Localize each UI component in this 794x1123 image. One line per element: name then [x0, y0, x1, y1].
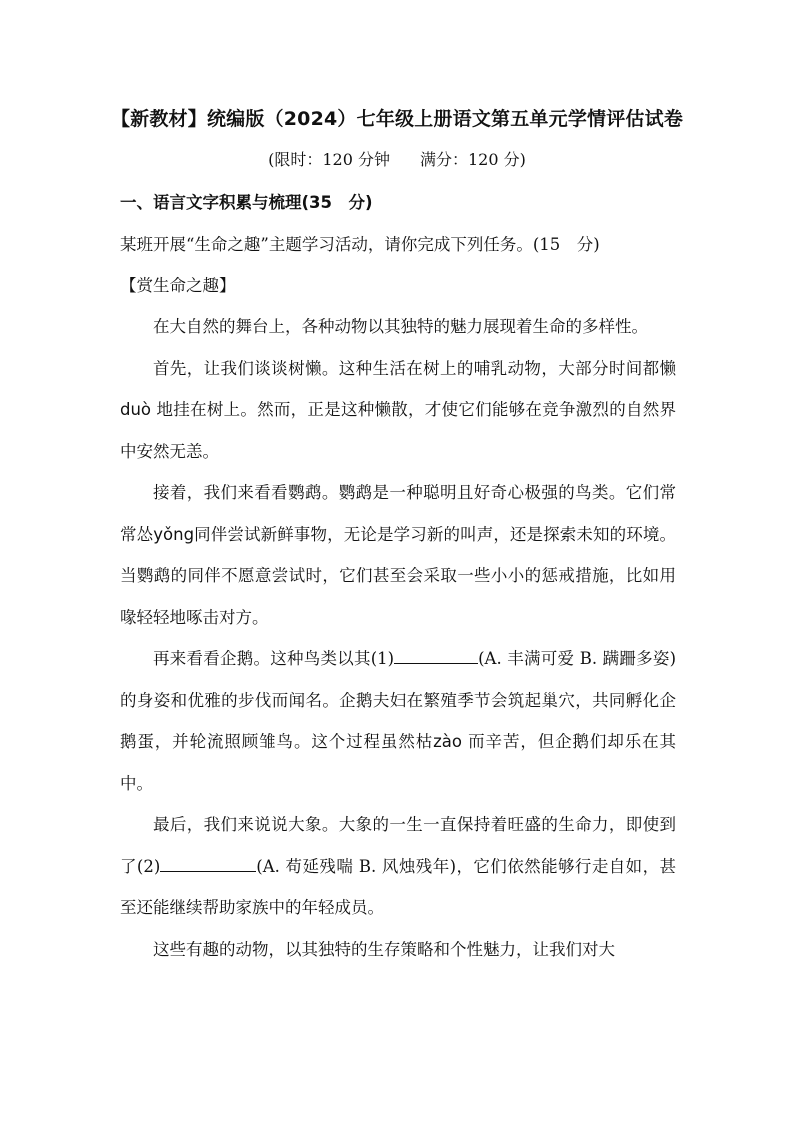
- paragraph-text: (A. 苟延残喘 B. 风烛残年)，它们依然能够行走自如，甚至还能继续帮助家族中的年轻成员。: [120, 856, 677, 917]
- time-limit: (限时：120 分钟: [268, 150, 390, 169]
- pinyin-annotation: duò: [120, 400, 152, 419]
- paragraph-text: (A. 丰满可爱 B. 蹒跚多姿)的身姿和优雅的步伐而闻名。企鹅夫妇在繁殖季节会筑起巢穴，共同孵化企鹅蛋，并轮流照顾雏鸟。这个过程虽然枯: [120, 649, 677, 751]
- paragraph-text: 最后，我们来说说大象。大象的一生一直保持着旺盛的生命力，即使到了(2): [120, 815, 676, 876]
- reading-passage: [120, 306, 676, 970]
- sub-heading: 【赏生命之趣】: [120, 276, 236, 295]
- paragraph-text: 地挂在树上。然而，正是这种懒散，才使它们能够在竞争激烈的自然界中安然无恙。: [120, 400, 677, 461]
- passage-paragraph-1: 在大自然的舞台上，各种动物以其独特的魅力展现着生命的多样性。: [153, 317, 648, 336]
- paragraph-text: 接着，我们来看看鹦鹉。鹦鹉是一种聪明且好奇心极强的鸟类。它们常常怂: [120, 483, 676, 544]
- passage-paragraph-4: [120, 638, 676, 804]
- paragraph-text: 同伴尝试新鲜事物，无论是学习新的叫声，还是探索未知的环境。当鹦鹉的同伴不愿意尝试时，它们甚至会采取一些小小的惩戒措施，比如用喙轻轻地啄击对方。: [120, 524, 677, 627]
- paragraph-text: 而辛苦，但企鹅们却乐在其中。: [120, 732, 677, 793]
- passage-paragraph-6: 这些有趣的动物，以其独特的生存策略和个性魅力，让我们对大: [153, 939, 615, 959]
- exam-title: 【新教材】统编版（2024）七年级上册语文第五单元学情评估试卷: [110, 108, 684, 130]
- answer-blank-1[interactable]: [394, 647, 478, 665]
- section-heading: 一、语言文字积累与梳理(35 分): [120, 193, 373, 212]
- paragraph-text: 再来看看企鹅。这种鸟类以其(1): [153, 649, 395, 668]
- paragraph-text: 首先，让我们谈谈树懒。这种生活在树上的哺乳动物，大部分时间都懒: [153, 358, 676, 378]
- answer-blank-2[interactable]: [160, 854, 256, 872]
- passage-paragraph-2: [120, 348, 676, 473]
- exam-subtitle: [0, 147, 794, 170]
- passage-paragraph-5: [120, 804, 676, 929]
- pinyin-annotation: zào: [433, 732, 462, 751]
- task-instruction: 某班开展“生命之趣”主题学习活动，请你完成下列任务。(15 分): [120, 235, 600, 254]
- passage-paragraph-3: [120, 472, 676, 638]
- pinyin-annotation: yǒng: [153, 524, 195, 544]
- full-score: 满分：120 分): [420, 150, 526, 169]
